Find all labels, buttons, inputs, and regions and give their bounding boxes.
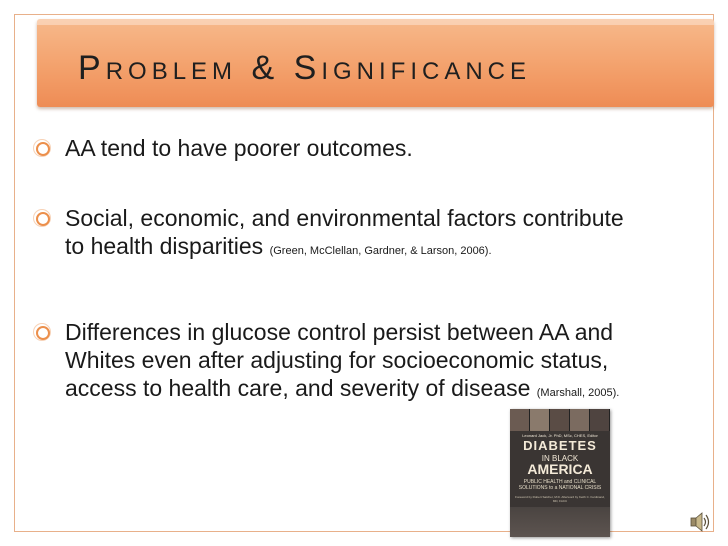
book-title-line1: DIABETES: [523, 438, 597, 453]
book-title-line2: IN BLACK: [541, 454, 579, 463]
book-foreword: Foreword by Robert Satcher, M.D. Afterword by Keith C. Ferdinand, MD, FACC: [515, 495, 605, 503]
book-cover-image: [510, 409, 610, 537]
book-cover-people: [510, 507, 610, 537]
title-ampersand: &: [251, 49, 280, 87]
speaker-icon[interactable]: [689, 511, 711, 533]
title-word-roblem: ROBLEM: [105, 58, 238, 85]
title-letter-s: S: [293, 49, 322, 87]
bullet-item: [36, 134, 413, 162]
slide-title: [78, 48, 531, 92]
ring-bullet-icon: [36, 212, 50, 226]
book-title-line3: AMERICA: [527, 461, 593, 477]
book-subtitle: PUBLIC HEALTH and CLINICAL SOLUTIONS to a NATIONAL CRISIS: [518, 479, 602, 491]
book-cover-photos: [510, 409, 610, 431]
bullet-item: [36, 318, 626, 402]
ring-bullet-icon: [36, 142, 50, 156]
bullet-text: Social, economic, and environmental factors contribute to health disparities: [65, 205, 624, 259]
title-word-ignificance: IGNIFICANCE: [321, 58, 532, 85]
bullet-text: Differences in glucose control persist between AA and Whites even after adjusting for socioeconomic status, access to health care, and severity of disease: [65, 319, 614, 401]
bullet-text: AA tend to have poorer outcomes.: [65, 135, 413, 161]
ring-bullet-icon: [36, 326, 50, 340]
bullet-citation: (Marshall, 2005).: [536, 387, 620, 399]
title-letter-p: P: [78, 49, 106, 87]
book-authors: Leonard Jack, Jr. PhD, MSc, CHES, Editor: [522, 433, 598, 438]
bullet-citation: (Green, McClellan, Gardner, & Larson, 2006).: [269, 245, 492, 257]
bullet-item: [36, 204, 626, 260]
